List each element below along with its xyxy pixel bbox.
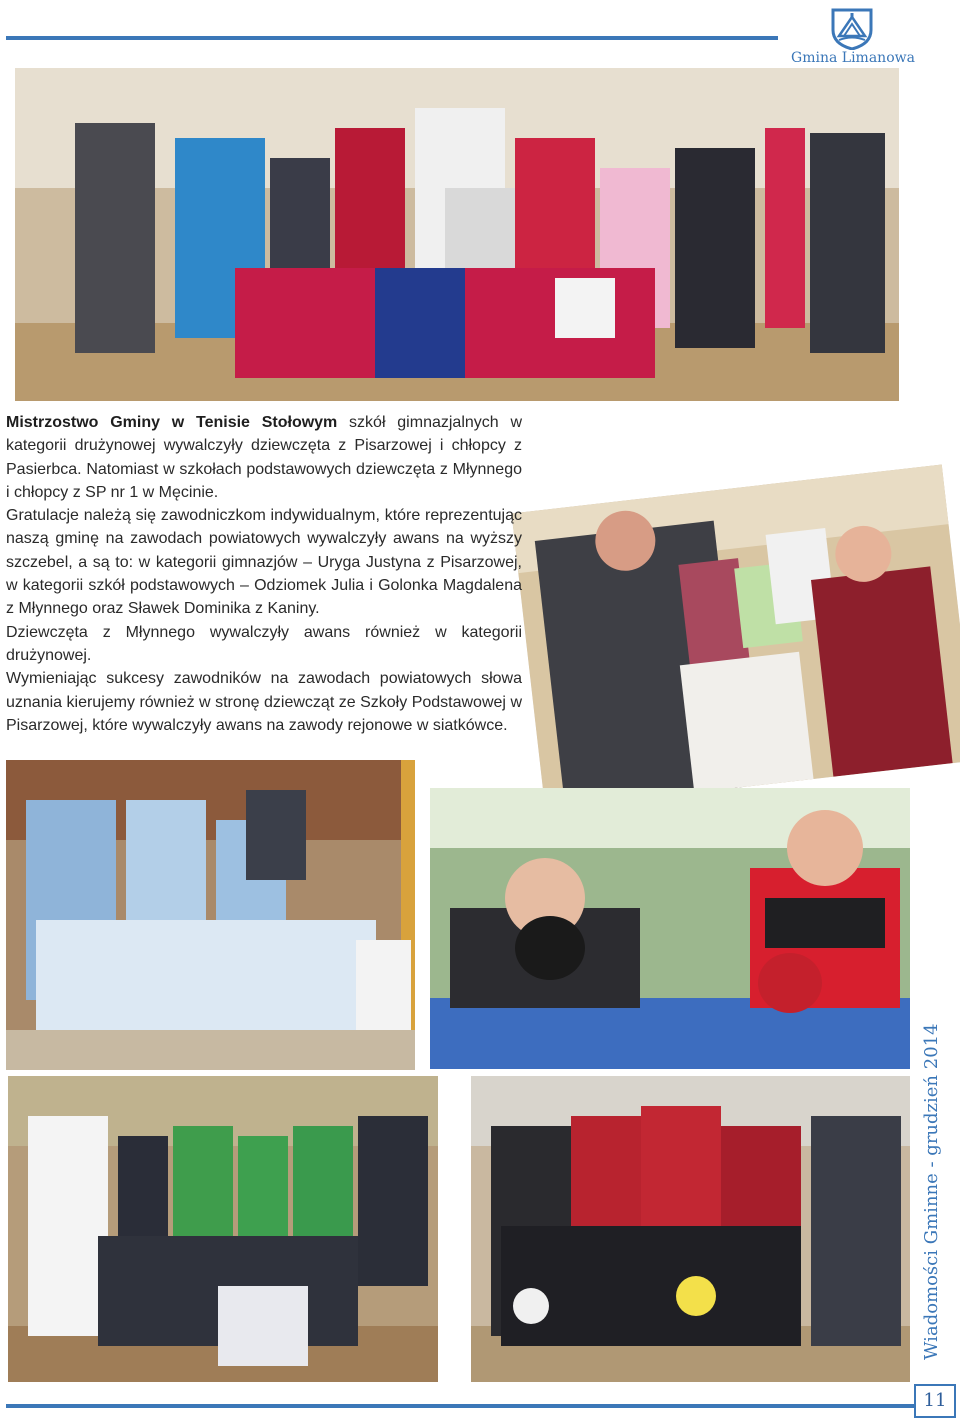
lead-paragraph — [6, 411, 522, 504]
article-body — [6, 411, 522, 737]
boys-red-team-photo — [471, 1076, 910, 1382]
paragraph-4: Wymieniając sukcesy zawodników na zawodach powiatowych słowa uznania kierujemy również w stronę dziewcząt ze Szkoły Podstawowej w Pisarzowej, które wywalczyły awans na zawody rejonowe w siatkówce. — [6, 670, 522, 734]
lead-bold: Mistrzostwo Gminy w Tenisie Stołowym — [6, 414, 338, 431]
paragraph-2: Gratulacje należą się zawodniczkom indywidualnym, które reprezentując naszą gminę na zawodach powiatowych wywalczyły awans na wyższy szczebel, a są to: w kategorii gimnazjów – Uryga Justyna z Pisarzowej, w kategorii szkół podstawowych – Odziomek Julia i Golonka Magdalena z Młynnego oraz Sławek Dominika z Kaniny. — [6, 507, 522, 618]
coat-of-arms-icon — [827, 4, 877, 50]
table-tennis-photo — [430, 788, 910, 1069]
header-rule — [6, 36, 778, 40]
footer-rule — [6, 1404, 914, 1408]
newsletter-side-title: Wiadomości Gminne - grudzień 2014 — [921, 1023, 942, 1360]
team-group-photo — [15, 68, 899, 401]
paragraph-3: Dziewczęta z Młynnego wywalczyły awans również w kategorii drużynowej. — [6, 623, 522, 664]
page-number: 11 — [914, 1384, 956, 1418]
boys-futsal-photo — [6, 760, 415, 1070]
girls-volleyball-photo — [8, 1076, 438, 1382]
award-handover-photo — [512, 464, 960, 809]
brand-name: Gmina Limanowa — [791, 50, 915, 66]
lead-text: szkół gimnazjalnych w kategorii drużynowej wywalczyły dziewczęta z Pisarzowej i chłopcy z Pasierbca. Natomiast w szkołach podstawowych dziewczęta z Młynnego i chłopcy z SP nr 1 w Męcinie. — [6, 414, 522, 501]
